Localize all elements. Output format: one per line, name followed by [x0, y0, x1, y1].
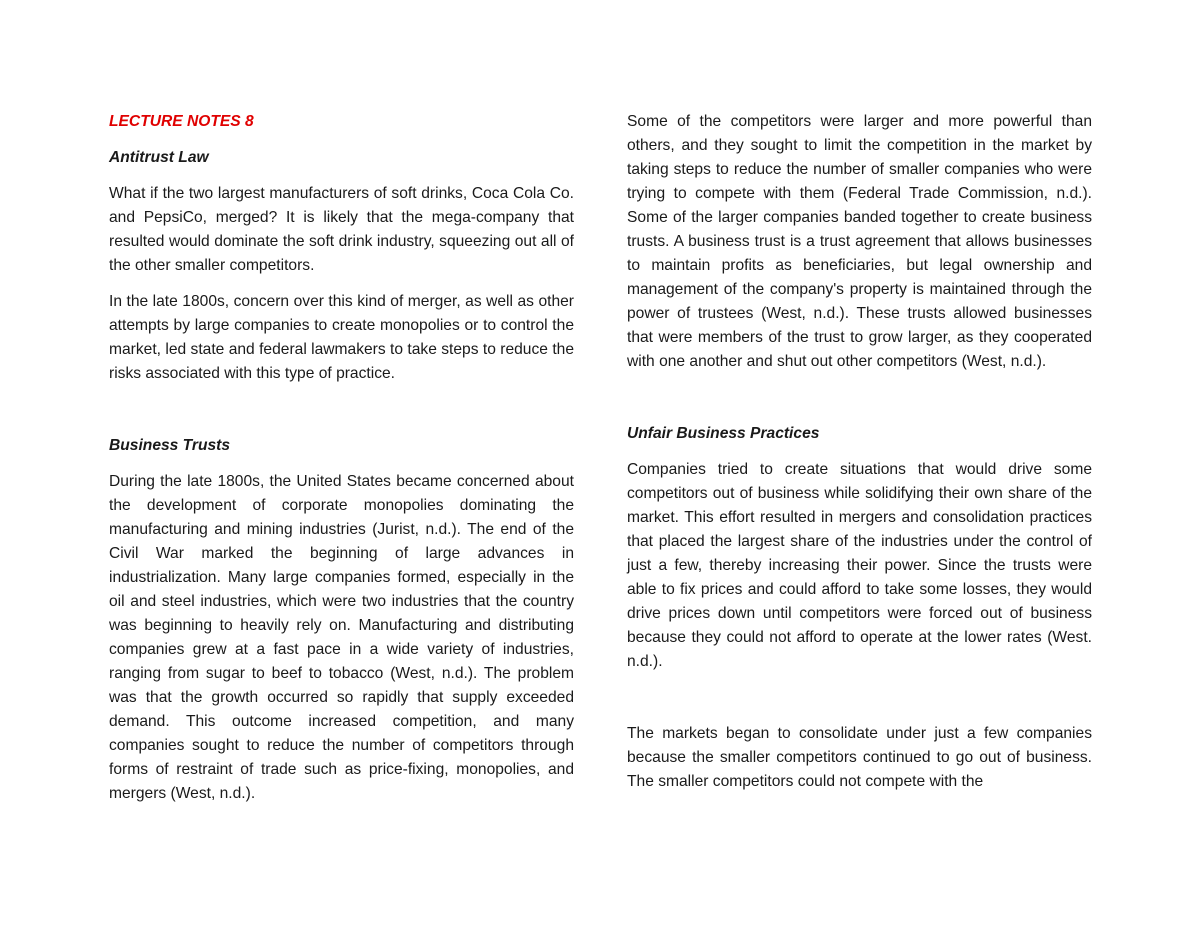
paragraph-intro: What if the two largest manufacturers of soft drinks, Coca Cola Co. and PepsiCo, merged? It is likely that the mega-company that resulted would dominate the soft drink industry, squeezing out all of the other smaller competitors. [109, 185, 574, 274]
paragraph-unfair-practices: Companies tried to create situations that would drive some competitors out of business while solidifying their own share of the market. This effort resulted in mergers and consolidation practices that placed the largest share of the industries under the control of just a few, thereby increasing their power. Since the trusts were able to fix prices and could afford to take some losses, they would drive prices down until competitors were forced out of business because they could not afford to operate at the lower rates (West. n.d.). [627, 461, 1092, 670]
heading-business-trusts: Business Trusts [109, 437, 231, 454]
right-column [627, 110, 1092, 806]
left-column [109, 110, 574, 818]
paragraph-markets-consolidate: The markets began to consolidate under just a few companies because the smaller competitors continued to go out of business. The smaller competitors could not compete with the [627, 725, 1092, 790]
lecture-title: LECTURE NOTES 8 [109, 113, 254, 130]
spacer [627, 686, 1092, 722]
spacer [627, 386, 1092, 422]
heading-unfair-business-practices: Unfair Business Practices [627, 425, 820, 442]
heading-antitrust-law: Antitrust Law [109, 149, 209, 166]
paragraph-business-trusts: During the late 1800s, the United States became concerned about the development of corporate monopolies dominating the manufacturing and mining industries (Jurist, n.d.). The end of the Civil War marked the beginning of large advances in industrialization. Many large companies formed, especially in the oil and steel industries, which were two industries that the country was beginning to heavily rely on. Manufacturing and distributing companies grew at a fast pace in a wide variety of industries, ranging from sugar to beef to tobacco (West, n.d.). The problem was that the growth occurred so rapidly that supply exceeded demand. This outcome increased competition, and many companies sought to reduce the number of competitors through forms of restraint of trade such as price-fixing, monopolies, and mergers (West, n.d.). [109, 473, 574, 802]
paragraph-late-1800s: In the late 1800s, concern over this kind of merger, as well as other attempts by large companies to create monopolies or to control the market, led state and federal lawmakers to take steps to reduce the risks associated with this type of practice. [109, 293, 574, 382]
spacer [109, 398, 574, 434]
paragraph-competitors: Some of the competitors were larger and more powerful than others, and they sought to limit the competition in the market by taking steps to reduce the number of smaller companies who were trying to compete with them (Federal Trade Commission, n.d.). Some of the larger companies banded together to create business trusts. A business trust is a trust agreement that allows businesses to maintain profits as beneficiaries, but legal ownership and management of the company's property is maintained through the power of trustees (West, n.d.). These trusts allowed businesses that were members of the trust to grow larger, as they cooperated with one another and shut out other competitors (West, n.d.). [627, 113, 1092, 370]
